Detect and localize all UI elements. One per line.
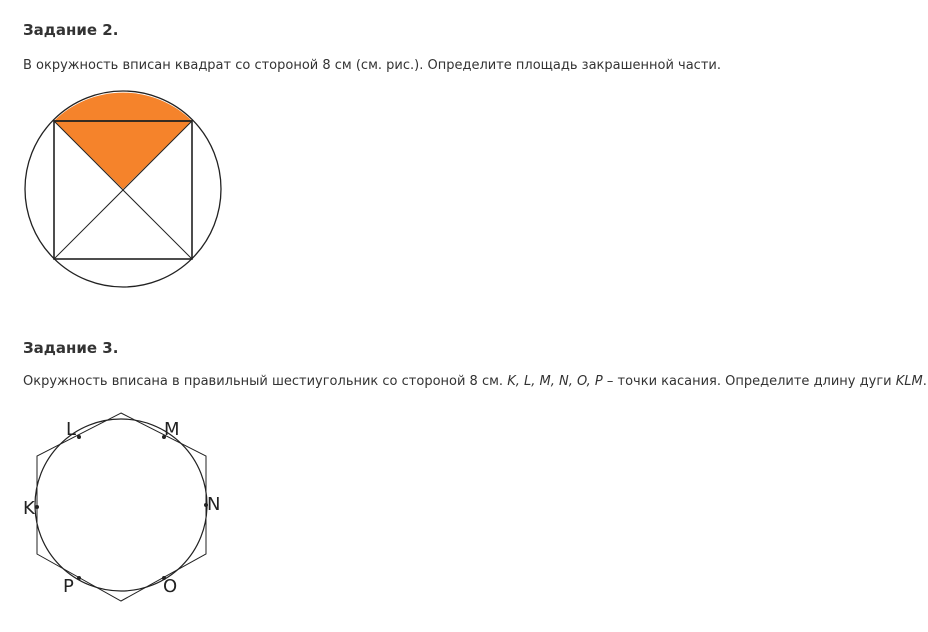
label-M: M (164, 419, 180, 440)
task3-arc-name: KLM (895, 374, 923, 389)
task3-title: Задание 3. (23, 339, 119, 357)
task2-text: В окружность вписан квадрат со стороной 8 см (см. рис.). Определите площадь закрашенной части. (23, 58, 721, 73)
tangent-point-L (77, 435, 81, 439)
label-P: P (63, 576, 74, 597)
regular-hexagon (37, 413, 206, 601)
hexagon-incircle-figure (20, 408, 228, 608)
task3-text-end: . (922, 374, 927, 389)
task3-text-before: Окружность вписана в правильный шестиугольник со стороной 8 см. (23, 374, 508, 389)
label-L: L (66, 419, 77, 440)
task3-text-middle: – точки касания. Определите длину дуги (602, 374, 896, 389)
inscribed-circle (35, 419, 207, 591)
task2-title: Задание 2. (23, 21, 119, 39)
label-O: O (163, 576, 178, 597)
inscribed-square-figure (22, 86, 224, 290)
label-N: N (207, 494, 221, 515)
task3-text (23, 374, 927, 389)
label-K: K (23, 498, 35, 519)
tangent-point-K (35, 505, 39, 509)
shaded-region (54, 93, 192, 189)
task3-points-inline: K, L, M, N, O, P (507, 374, 603, 389)
tangent-point-P (77, 576, 81, 580)
